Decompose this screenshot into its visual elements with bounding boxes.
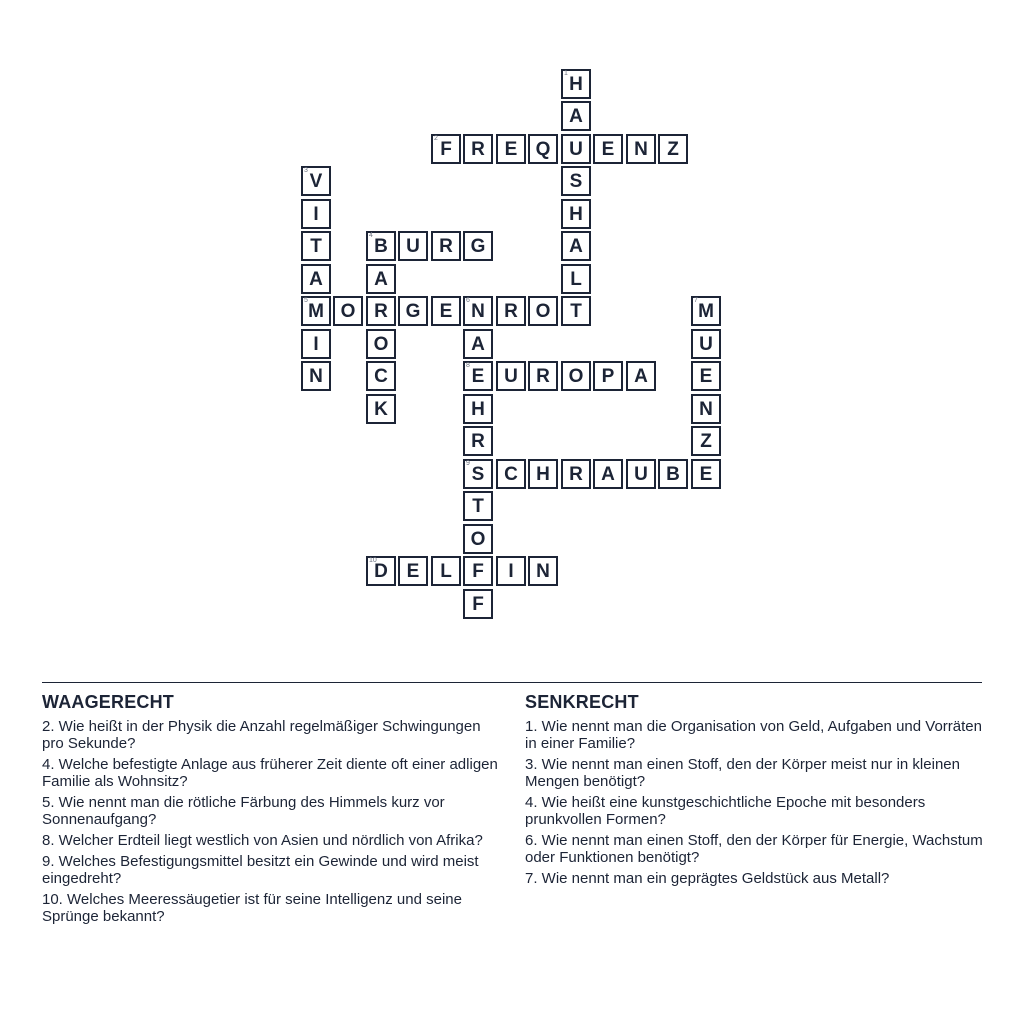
clue-across-10: 10. Welches Meeressäugetier ist für seine Intelligenz und seine Sprünge bekannt? [42,891,462,925]
cell-letter: O [568,366,584,387]
cell-letter: R [471,431,485,452]
grid-cell[interactable] [528,459,558,489]
cell-letter: K [374,399,388,420]
grid-cell[interactable] [366,264,396,294]
grid-cell[interactable] [528,361,558,391]
grid-cell[interactable] [398,556,428,586]
grid-cell[interactable] [626,134,656,164]
cell-letter: N [699,399,713,420]
cell-letter: B [666,464,680,485]
cell-letter: F [440,139,452,160]
grid-cell[interactable] [593,134,623,164]
down-title: SENKRECHT [525,692,639,712]
grid-cell[interactable] [561,166,591,196]
grid-cell[interactable] [301,199,331,229]
cell-letter: I [313,334,319,355]
cell-letter: R [536,366,550,387]
cell-letter: S [569,171,583,192]
cell-letter: R [374,301,388,322]
clue-down-6: 6. Wie nennt man einen Stoff, den der Körper für Energie, Wachstum oder Funktionen benötigt? [525,832,983,866]
cell-letter: E [406,561,420,582]
grid-cell[interactable] [691,329,721,359]
cell-letter: V [309,171,323,192]
grid-cell[interactable] [366,556,396,586]
cell-letter: N [309,366,323,387]
grid-cell[interactable] [463,524,493,554]
clue-across-2: 2. Wie heißt in der Physik die Anzahl regelmäßiger Schwingungen pro Sekunde? [42,718,481,752]
grid-cell[interactable] [301,166,331,196]
grid-cell[interactable] [561,361,591,391]
grid-cell[interactable] [528,134,558,164]
divider [42,682,982,683]
grid-cell[interactable] [431,134,461,164]
grid-cell[interactable] [431,556,461,586]
cell-letter: M [308,301,324,322]
cell-letter: O [470,529,486,550]
grid-cell[interactable] [626,459,656,489]
grid-cell[interactable] [463,459,493,489]
cell-letter: U [504,366,518,387]
cell-letter: C [504,464,518,485]
grid-cell[interactable] [691,296,721,326]
grid-cell[interactable] [561,101,591,131]
cell-letter: O [373,334,389,355]
clue-down-1: 1. Wie nennt man die Organisation von Geld, Aufgaben und Vorräten in einer Familie? [525,718,982,752]
cell-letter: U [569,139,583,160]
cell-letter: B [374,236,388,257]
clue-number: 9 [466,460,470,467]
across-clues [42,692,502,929]
grid-cell[interactable] [366,231,396,261]
grid-cell[interactable] [561,459,591,489]
grid-cell[interactable] [496,134,526,164]
cell-letter: R [471,139,485,160]
cell-letter: L [570,269,582,290]
cell-letter: N [634,139,648,160]
cell-letter: E [699,366,713,387]
grid-cell[interactable] [496,296,526,326]
cell-letter: R [504,301,518,322]
clue-across-5: 5. Wie nennt man die rötliche Färbung des Himmels kurz vor Sonnenaufgang? [42,794,445,828]
cell-letter: D [374,561,388,582]
cell-letter: A [309,269,323,290]
grid-cell[interactable] [463,329,493,359]
cell-letter: F [472,561,484,582]
grid-cell[interactable] [301,264,331,294]
cell-letter: E [504,139,518,160]
cell-letter: T [472,496,484,517]
cell-letter: E [471,366,485,387]
cell-letter: T [310,236,322,257]
clue-across-9: 9. Welches Befestigungsmittel besitzt ein Gewinde und wird meist eingedreht? [42,853,479,887]
grid-cell[interactable] [301,296,331,326]
cell-letter: R [439,236,453,257]
cell-letter: C [374,366,388,387]
grid-cell[interactable] [398,296,428,326]
cell-letter: L [440,561,452,582]
grid-cell[interactable] [658,459,688,489]
clue-number: 8 [466,362,470,369]
cell-letter: Z [667,139,679,160]
grid-cell[interactable] [301,329,331,359]
grid-cell[interactable] [463,231,493,261]
cell-letter: A [634,366,648,387]
cell-letter: M [698,301,714,322]
grid-cell[interactable] [561,296,591,326]
cell-letter: A [569,236,583,257]
clue-across-8: 8. Welcher Erdteil liegt westlich von Asien und nördlich von Afrika? [42,832,483,849]
cell-letter: I [508,561,514,582]
grid-cell[interactable] [463,296,493,326]
grid-cell[interactable] [496,459,526,489]
grid-cell[interactable] [561,69,591,99]
grid-cell[interactable] [463,556,493,586]
grid-cell[interactable] [528,296,558,326]
grid-cell[interactable] [366,394,396,424]
grid-cell[interactable] [398,231,428,261]
clue-down-3: 3. Wie nennt man einen Stoff, den der Körper meist nur in kleinen Mengen benötigt? [525,756,960,790]
cell-letter: A [601,464,615,485]
grid-cell[interactable] [301,361,331,391]
grid-cell[interactable] [431,296,461,326]
cell-letter: H [471,399,485,420]
grid-cell[interactable] [691,361,721,391]
grid-cell[interactable] [333,296,363,326]
grid-cell[interactable] [463,361,493,391]
cell-letter: Q [535,139,551,160]
clue-number: 5 [304,297,308,304]
cell-letter: P [601,366,615,387]
grid-cell[interactable] [463,426,493,456]
grid-cell[interactable] [691,394,721,424]
grid-cell[interactable] [496,361,526,391]
grid-cell[interactable] [593,361,623,391]
grid-cell[interactable] [528,556,558,586]
grid-cell[interactable] [366,361,396,391]
grid-cell[interactable] [561,264,591,294]
grid-cell[interactable] [301,231,331,261]
grid-cell[interactable] [691,459,721,489]
cell-letter: O [340,301,356,322]
cell-letter: A [374,269,388,290]
across-title: WAAGERECHT [42,692,174,712]
grid-cell[interactable] [658,134,688,164]
cell-letter: U [699,334,713,355]
cell-letter: U [634,464,648,485]
cell-letter: S [471,464,485,485]
grid-cell[interactable] [463,134,493,164]
cell-letter: A [569,106,583,127]
cell-letter: E [699,464,713,485]
cell-letter: H [569,74,583,95]
grid-cell[interactable] [561,134,591,164]
grid-cell[interactable] [463,394,493,424]
clue-down-4: 4. Wie heißt eine kunstgeschichtliche Epoche mit besonders prunkvollen Formen? [525,794,926,828]
cell-letter: I [313,204,319,225]
grid-cell[interactable] [463,589,493,619]
cell-letter: U [406,236,420,257]
cell-letter: A [471,334,485,355]
cell-letter: H [536,464,550,485]
grid-cell[interactable] [626,361,656,391]
grid-cell[interactable] [366,296,396,326]
down-clues [525,692,985,891]
grid-cell[interactable] [496,556,526,586]
cell-letter: H [569,204,583,225]
cell-letter: R [569,464,583,485]
cell-letter: N [471,301,485,322]
cell-letter: E [601,139,615,160]
grid-cell[interactable] [691,426,721,456]
grid-cell[interactable] [366,329,396,359]
grid-cell[interactable] [463,491,493,521]
cell-letter: N [536,561,550,582]
clue-number: 7 [694,297,698,304]
clue-number: 10 [369,557,377,564]
clue-number: 3 [304,167,308,174]
cell-letter: G [405,301,421,322]
clue-down-7: 7. Wie nennt man ein geprägtes Geldstück aus Metall? [525,870,890,887]
grid-cell[interactable] [593,459,623,489]
cell-letter: O [535,301,551,322]
grid-cell[interactable] [431,231,461,261]
grid-cell[interactable] [561,199,591,229]
cell-letter: F [472,594,484,615]
clue-number: 1 [564,70,568,77]
grid-cell[interactable] [561,231,591,261]
clue-number: 2 [434,135,438,142]
clue-number: 4 [369,232,373,239]
cell-letter: G [470,236,486,257]
cell-letter: T [570,301,582,322]
cell-letter: Z [700,431,712,452]
clue-number: 6 [466,297,470,304]
clue-across-4: 4. Welche befestigte Anlage aus früherer Zeit diente oft einer adligen Familie als Wohnsitz? [42,756,498,790]
cell-letter: E [439,301,453,322]
